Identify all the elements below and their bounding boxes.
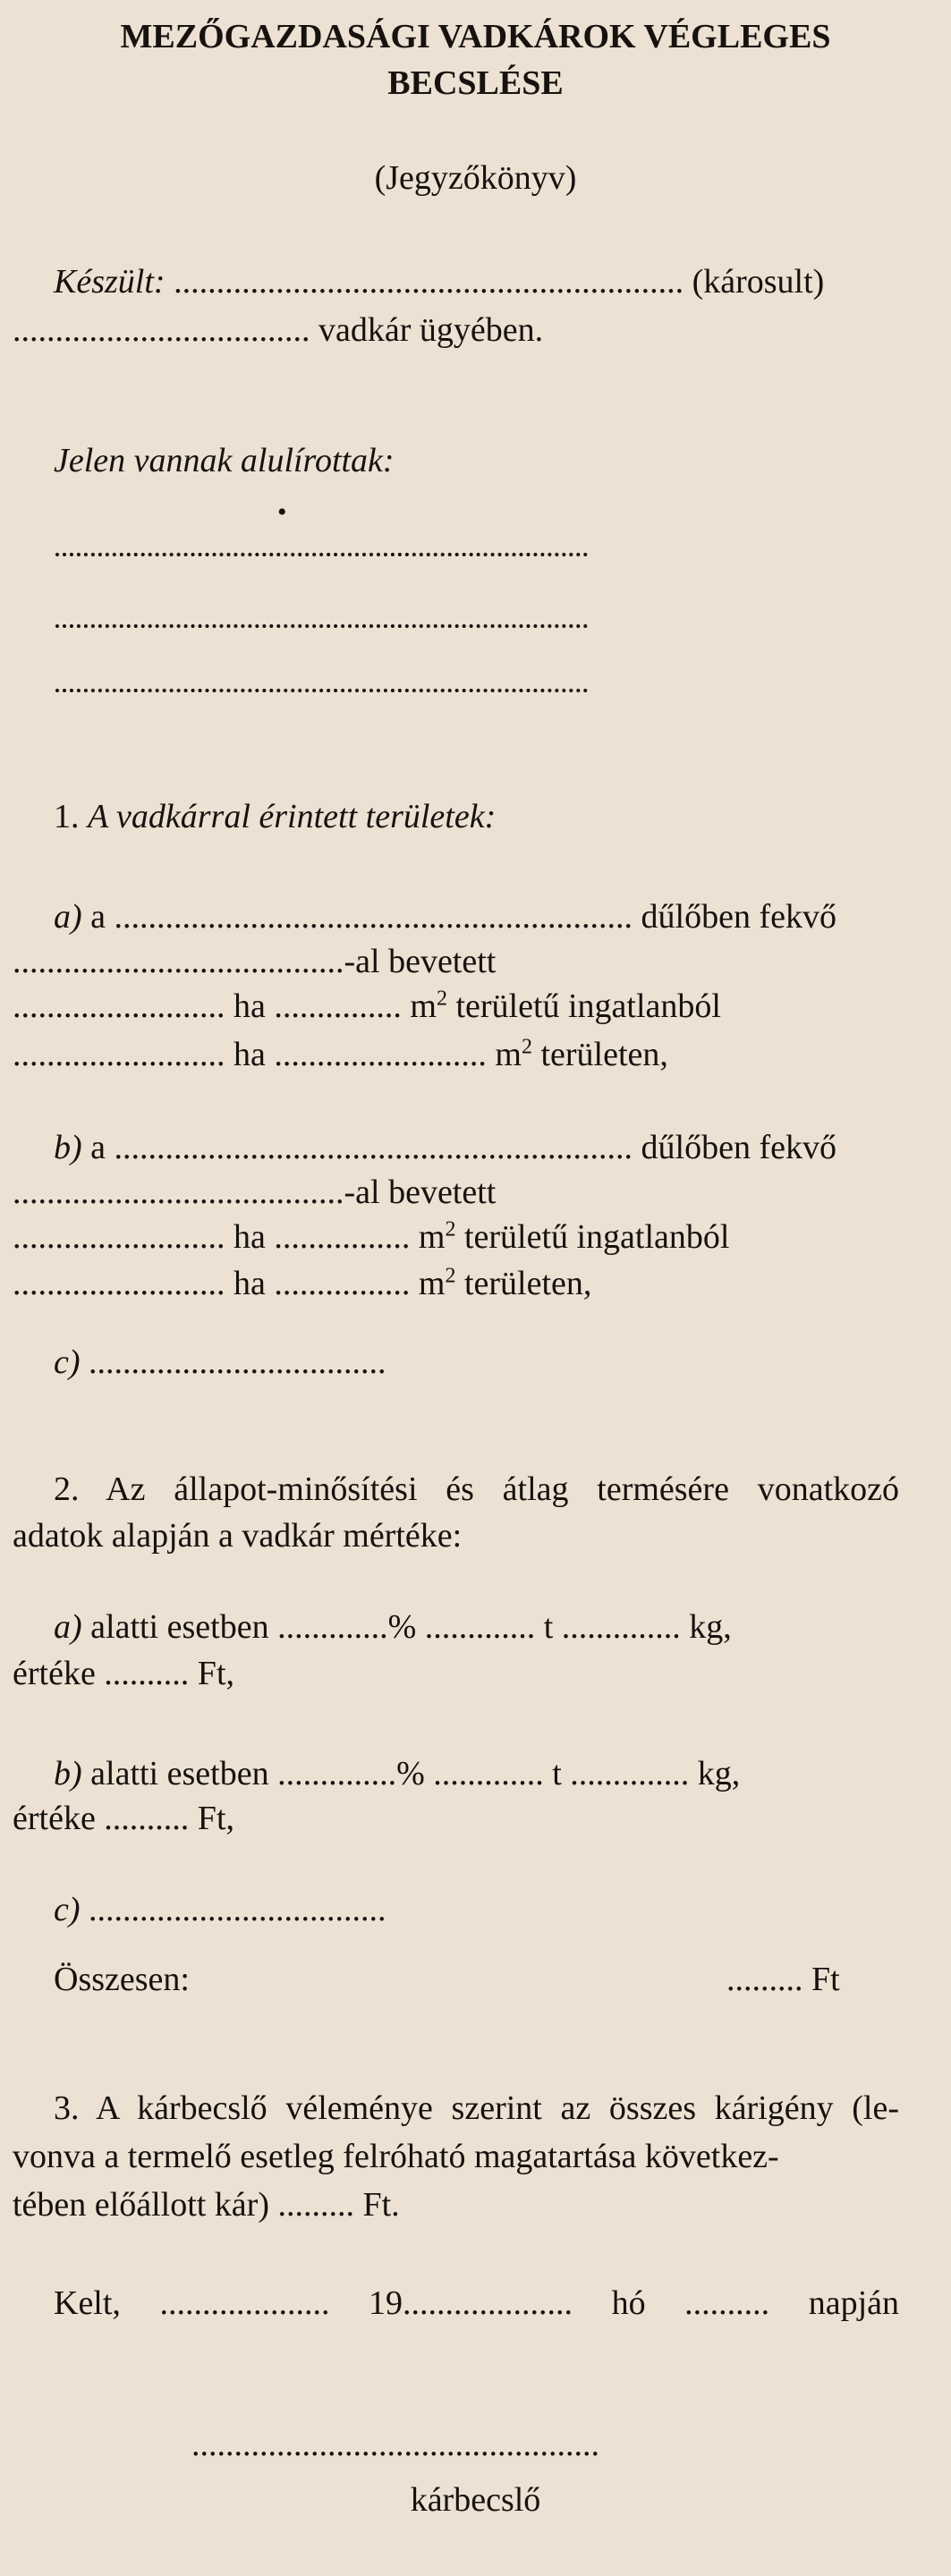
s1c-dots: ...................................	[80, 1343, 386, 1381]
s1b-letter: b)	[54, 1129, 82, 1166]
s2a-letter: a)	[54, 1608, 82, 1646]
s1b-l3a: ......................... ha ................ m	[13, 1218, 446, 1256]
s1c-line	[54, 1343, 386, 1383]
s1a-l3a: ......................... ha ............... m	[13, 987, 437, 1025]
keszult-line-2: ................................... vadkár ügyében.	[13, 311, 544, 349]
section3-line-3: tében előállott kár) ......... Ft.	[13, 2186, 400, 2224]
s2c-line	[54, 1891, 386, 1930]
s2b-letter: b)	[54, 1755, 82, 1792]
s1b-line-3	[13, 1218, 729, 1258]
s1b-line-1	[54, 1129, 836, 1168]
s1b-line-4	[13, 1265, 591, 1304]
signatory-line-3	[55, 689, 588, 692]
s1b-l4a: ......................... ha ................ m	[13, 1265, 446, 1302]
s1b-l3-sup: 2	[445, 1217, 456, 1241]
s1a-line-4	[13, 1036, 668, 1075]
title-line-1: MEZŐGAZDASÁGI VADKÁROK VÉGLEGES	[120, 18, 831, 55]
s2b-l1: alatti esetben ..............% ............. t .............. kg,	[81, 1755, 741, 1792]
s2c-dots: ...................................	[80, 1891, 386, 1928]
section3-line-1: 3. A kárbecslő véleménye szerint az összes kárigény (le-	[54, 2089, 899, 2127]
s1a-line-2: .......................................-al bevetett	[13, 943, 497, 980]
title-line-2: BECSLÉSE	[387, 64, 564, 102]
s1b-l1: a ............................................................. dűlőben fekvő	[81, 1129, 836, 1166]
s1a-l4b: területen,	[531, 1036, 668, 1073]
s1a-l4-sup: 2	[521, 1035, 532, 1059]
s1b-l4b: területen,	[455, 1265, 592, 1302]
s1a-l4a: ......................... ha ......................... m	[13, 1036, 522, 1073]
section1-number: 1.	[54, 798, 80, 835]
s1b-l3b: területű ingatlanból	[455, 1218, 730, 1256]
keszult-dots: ............................................................	[165, 263, 692, 301]
section1-title: A vadkárral érintett területek:	[88, 798, 497, 835]
s1b-line-2: .......................................-al bevetett	[13, 1174, 497, 1211]
s2b-line-2: értéke .......... Ft,	[13, 1800, 235, 1837]
signature-dots: ................................................	[191, 2426, 599, 2463]
keszult-label: Készült:	[54, 263, 166, 301]
kelt-line: Kelt, .................... 19.................... hó .......... napján	[54, 2284, 899, 2322]
subtitle: (Jegyzőkönyv)	[374, 159, 577, 197]
signatory-line-2	[55, 624, 588, 628]
karosult-label: (károsult)	[692, 263, 825, 301]
section2-line-2: adatok alapján a vadkár mértéke:	[13, 1517, 463, 1555]
signature-label: kárbecslő	[410, 2481, 541, 2519]
section1-heading	[54, 798, 496, 837]
s1a-l3b: területű ingatlanból	[446, 987, 721, 1025]
s1b-l4-sup: 2	[445, 1264, 456, 1288]
s2a-l1: alatti esetben .............% ............. t .............. kg,	[81, 1608, 732, 1646]
section3-line-2: vonva a termelő esetleg felróható magatartása következ-	[13, 2138, 779, 2175]
s1a-l3-sup: 2	[436, 987, 447, 1011]
total-value: ......... Ft	[726, 1961, 840, 1998]
signatory-line-1	[55, 553, 588, 556]
total-label: Összesen:	[54, 1961, 190, 1998]
keszult-line-1	[54, 263, 824, 302]
section2-line-1: 2. Az állapot-minősítési és átlag termésére vonatkozó	[54, 1470, 899, 1508]
s2a-line-2: értéke .......... Ft,	[13, 1655, 235, 1692]
s1a-line-1	[54, 898, 836, 937]
s1a-letter: a)	[54, 898, 82, 936]
s1c-letter: c)	[54, 1343, 81, 1381]
s2a-line-1	[54, 1608, 732, 1648]
ink-mark: •	[277, 497, 287, 527]
s1a-line-3	[13, 987, 721, 1027]
s2b-line-1	[54, 1755, 740, 1794]
s1a-l1: a ............................................................. dűlőben fekvő	[81, 898, 836, 936]
s2c-letter: c)	[54, 1891, 81, 1928]
jelen-label: Jelen vannak alulírottak:	[54, 442, 395, 479]
